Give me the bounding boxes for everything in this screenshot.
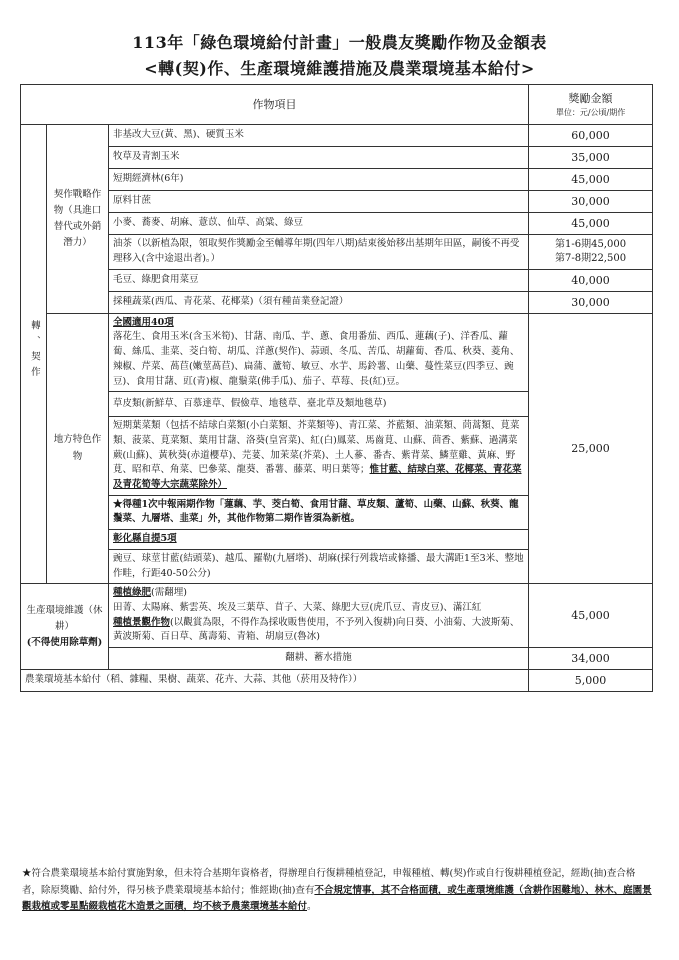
- amount-period-a: 第1-6期45,000: [554, 238, 627, 250]
- changhua-text: 豌豆、球莖甘藍(結頭菜)、越瓜、羅勒(九層塔)、胡麻(採行列栽培或條播、最大溝距1至3米、整地作畦，行距40-50公分): [113, 552, 524, 579]
- seed-note-b: 外，其他作物第二期作皆須為新植。: [208, 513, 361, 525]
- basic-payment-label: 農業環境基本給付（稻、雜糧、果樹、蔬菜、花卉、大蒜、其他（菸用及特作））: [21, 670, 529, 692]
- leafy-text-a: 短期葉菜類（包括不結球白菜類(小白菜類、芥菜類等)、青江菜、芥藍類、油菜類、茼蒿類、莧菜類、菠菜、莧菜類、葉用甘藷、洛葵(皇宮菜)、紅(白)鳳菜、馬齒莧、山蘇、茴香、紫蘇、過溝菜蕨(山蘇)、黃秋葵(赤道櫻草)、芫荽、加茉菜(芥菜)、土人蔘、番杏、紫背菜、鱗莖雞、黃麻、野莧、昭和草、角菜、巴參菜、龍葵、番薯、藤菜、明日葉等；: [113, 420, 520, 476]
- footnote: [22, 866, 652, 916]
- crop-item: 原料甘蔗: [109, 191, 529, 213]
- header-item: 作物項目: [21, 85, 529, 125]
- table-row: [21, 169, 653, 191]
- table-row: [21, 584, 653, 648]
- crop-item: [109, 549, 529, 583]
- crop-item: [109, 392, 529, 417]
- amount-cell: 30,000: [529, 291, 653, 313]
- leafy-text: [113, 419, 524, 493]
- amount-cell: 25,000: [529, 313, 653, 584]
- table-row: [21, 670, 653, 692]
- table-header-row: [21, 85, 653, 125]
- crop-item: 毛豆、綠肥食用菜豆: [109, 269, 529, 291]
- amount-cell: 45,000: [529, 213, 653, 235]
- table-row: [21, 235, 653, 269]
- category-local: 地方特色作物: [47, 313, 109, 584]
- leafy-text-b: 惟甘藍、結球白菜、花椰菜、青花菜及青花筍等大宗蔬菜除外）: [113, 464, 522, 490]
- table-row: [21, 125, 653, 147]
- amount-cell: 60,000: [529, 125, 653, 147]
- scenic-title: 種植景觀作物: [113, 616, 171, 628]
- amount-cell: 5,000: [529, 670, 653, 692]
- category-env-note: (不得使用除草劑): [26, 636, 103, 648]
- national-text: 落花生、食用玉米(含玉米筍)、甘藷、南瓜、芋、蔥、食用番茄、西瓜、蓮藕(子)、洋香瓜、蘿蔔、絲瓜、韭菜、茭白筍、胡瓜、洋蔥(契作)、蒜頭、冬瓜、苦瓜、胡蘿蔔、香瓜、秋葵、菱角、辣椒、芹菜、萵苣(嫩莖萵苣)、扁蒲、蘆筍、敏豆、水芋、馬鈴薯、山藥、蔓性菜豆(四季豆、豌豆)、食用甘藷、豇(青)椒、龍鬚菜(佛手瓜)、茄子、草莓、長(紅)豆。: [113, 331, 520, 387]
- amount-cell: 45,000: [529, 584, 653, 648]
- table-row: [21, 191, 653, 213]
- header-amount-unit: 單位：元/公頃/期作: [555, 107, 626, 117]
- footnote-end: 。: [307, 901, 317, 913]
- national-title: 全國適用40項: [113, 316, 174, 328]
- table-row: [21, 147, 653, 169]
- crop-item: [109, 313, 529, 392]
- crop-item: 短期經濟林(6年): [109, 169, 529, 191]
- changhua-title: 彰化縣自提5項: [113, 533, 177, 545]
- category-zhuan: [21, 125, 47, 584]
- crop-subsidy-table: [20, 84, 653, 692]
- footnote-text: ★符合農業環境基本給付實施對象，但未符合基期年資格者，得辦理自行復耕種植登記，申報種植、轉(契)作或自行復耕種植登記，經勘(抽)查合格者，除原獎勵、給付外，得另核予農業環境基本給付；惟經勘(抽)查有: [22, 868, 636, 896]
- seed-note: [113, 498, 524, 527]
- green-text: 田菁、太陽麻、紫雲英、埃及三葉草、苜子、大菜、綠肥大豆(虎爪豆、青皮豆)、滿江紅: [113, 601, 482, 613]
- green-note: (需翻埋): [151, 587, 187, 599]
- crop-item: 小麥、蕎麥、胡麻、薏苡、仙草、高粱、綠豆: [109, 213, 529, 235]
- crop-item: 非基改大豆(黃、黑)、硬質玉米: [109, 125, 529, 147]
- table-row: [21, 291, 653, 313]
- category-zhuan-label: 轉、契作: [28, 320, 40, 383]
- category-env: [21, 584, 109, 670]
- category-strategic: 契作戰略作物（具進口替代或外銷潛力）: [47, 125, 109, 314]
- page-subtitle: <轉(契)作、生產環境維護措施及農業環境基本給付>: [144, 59, 535, 78]
- table-row: [21, 269, 653, 291]
- table-row: [21, 313, 653, 392]
- seed-note-a: ★得種1次中報兩期作物「蓮藕、芋、茭白筍、食用甘藷、草皮類、蘆筍、山藥、山蘇、秋葵、龍鬚菜、九層塔、韭菜」: [113, 498, 519, 525]
- header-amount-label: 獎勵金額: [568, 91, 613, 105]
- page-title: 113年「綠色環境給付計畫」一般農友獎勵作物及金額表: [132, 33, 547, 52]
- crop-item: [109, 584, 529, 648]
- scenic-text: (以觀賞為限，不得作為採收販售使用，不予列入復耕)向日葵、小油菊、大波斯菊、黃波斯菊、百日草、萬壽菊、青箱、胡扇豆(魯冰): [113, 616, 520, 643]
- category-env-label: 生產環境維護（休耕）: [26, 604, 103, 632]
- crop-item: 牧草及青割玉米: [109, 147, 529, 169]
- crop-item: [109, 417, 529, 496]
- crop-item: [109, 495, 529, 529]
- footnote-emphasis: 不合規定情事，其不合格面積，或生產環境維護（含耕作困難地）、林木、庭園景觀栽植或零星點綴栽植花木造景之面積，均不核予農業環境基本給付: [22, 884, 652, 913]
- amount-cell: 45,000: [529, 169, 653, 191]
- amount-cell: 34,000: [529, 648, 653, 670]
- amount-cell: [529, 235, 653, 269]
- crop-item: 採種蔬菜(西瓜、青花菜、花椰菜)（須有種苗業登記證）: [109, 291, 529, 313]
- crop-item: [109, 530, 529, 550]
- turf-text: 草皮類(新鮮草、百慕達草、假儉草、地毯草、臺北草及類地毯草): [113, 398, 387, 410]
- table-row: [21, 648, 653, 670]
- crop-item: 翻耕、蓄水措施: [109, 648, 529, 670]
- header-amount: [529, 85, 653, 125]
- amount-period-b: 第7-8期22,500: [554, 252, 627, 264]
- amount-cell: 35,000: [529, 147, 653, 169]
- crop-item: 油茶（以新植為限，領取契作獎勵金至輔導年期(四年八期)結束後始移出基期年田區，嗣後不再受理移入(含中途退出者)。）: [109, 235, 529, 269]
- table-row: [21, 213, 653, 235]
- green-title: 種植綠肥: [113, 587, 152, 599]
- amount-cell: 40,000: [529, 269, 653, 291]
- amount-cell: 30,000: [529, 191, 653, 213]
